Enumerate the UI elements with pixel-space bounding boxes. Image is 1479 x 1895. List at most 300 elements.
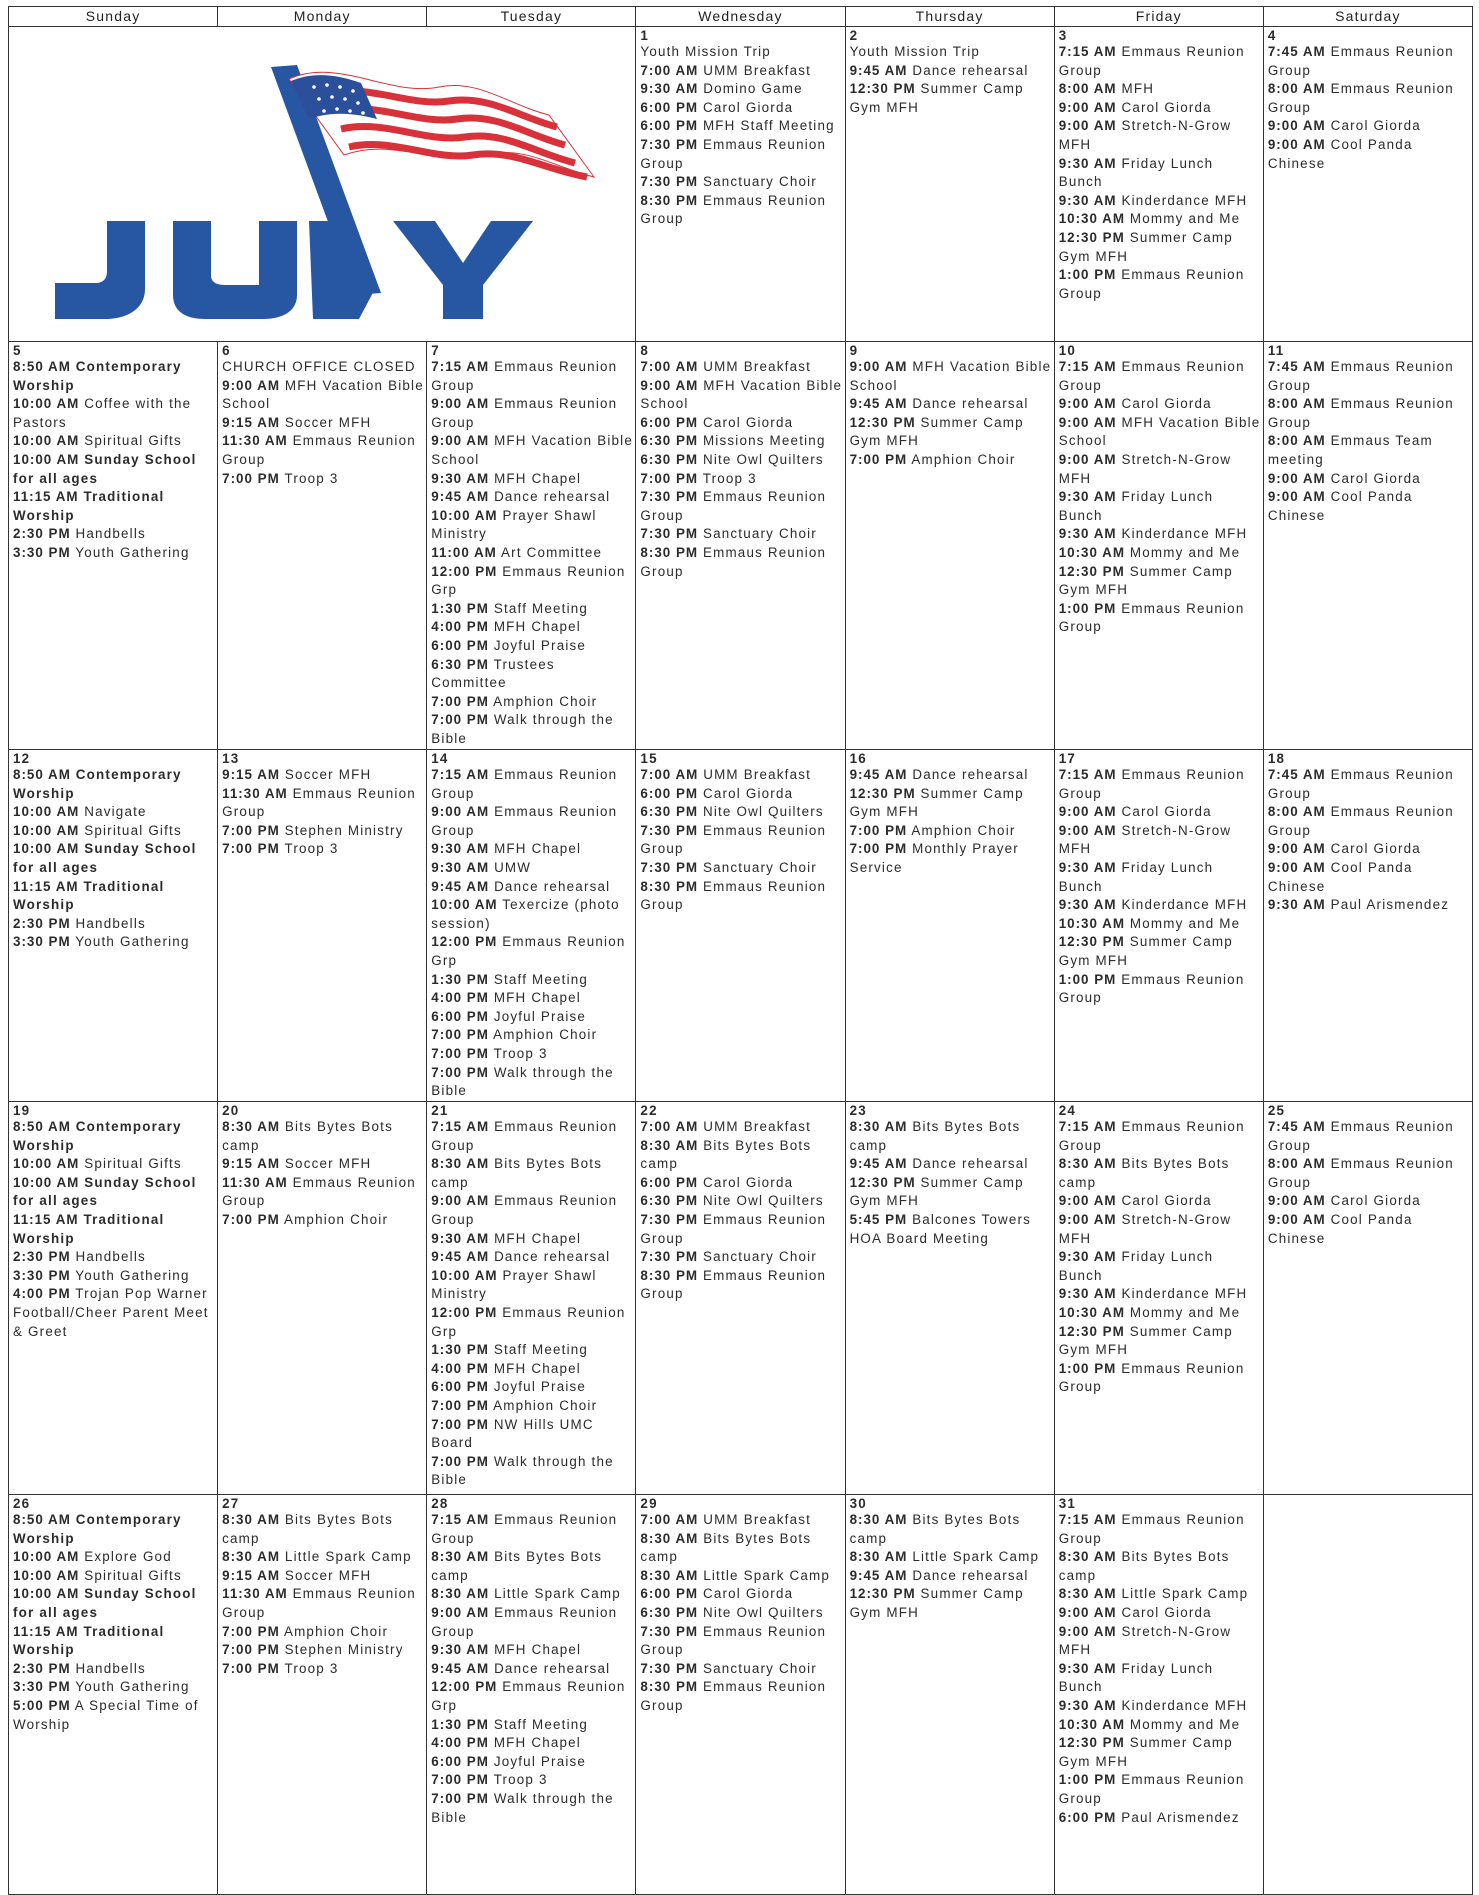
event-time: 9:00 AM [1058, 396, 1117, 412]
event-time: 7:00 PM [431, 1416, 489, 1432]
event-time: 8:30 AM [431, 1549, 490, 1565]
day-number: 25 [1267, 1103, 1286, 1118]
day-cell-30 [846, 1495, 1055, 1895]
event-title: Traditional Worship [13, 878, 165, 913]
event-title: Emmaus Reunion Group [1058, 1772, 1245, 1806]
calendar-event [1059, 358, 1261, 395]
day-number: 22 [640, 1103, 658, 1118]
event-title: Bits Bytes Bots camp [640, 1530, 812, 1565]
calendar-event [431, 507, 633, 544]
calendar-event [640, 1211, 842, 1248]
event-title: Stretch-N-Grow MFH [1058, 1623, 1232, 1658]
event-title: Spiritual Gifts [84, 1156, 182, 1172]
event-title: Staff Meeting [493, 971, 589, 987]
event-title: Texercize (photo session) [431, 897, 620, 931]
event-title: MFH Vacation Bible School [222, 377, 424, 412]
event-title: Dance rehearsal [912, 767, 1029, 782]
event-time: 6:00 PM [640, 1586, 699, 1602]
calendar-event [640, 1137, 842, 1174]
calendar-event [222, 822, 424, 841]
event-title: Contemporary Worship [13, 767, 182, 801]
event-title: Soccer MFH [284, 1567, 372, 1583]
event-time: 8:30 PM [640, 544, 699, 560]
event-time: 8:00 AM [1058, 81, 1117, 97]
calendar-event [850, 1211, 1052, 1248]
calendar-event [222, 1211, 424, 1230]
event-time: 6:00 PM [431, 1379, 489, 1395]
calendar-event [1059, 192, 1261, 211]
event-time: 5:45 PM [849, 1211, 908, 1227]
event-time: 9:00 AM [1267, 859, 1326, 875]
day-cell-29 [636, 1495, 845, 1895]
event-title: Troop 3 [702, 470, 757, 486]
day-number: 7 [431, 343, 440, 358]
event-title: Summer Camp Gym MFH [1058, 1735, 1233, 1769]
event-time: 6:00 PM [640, 99, 699, 115]
calendar-event [222, 414, 424, 433]
event-time: 8:50 AM [13, 1119, 71, 1134]
calendar-event [13, 525, 215, 544]
calendar-event [13, 840, 215, 877]
calendar-event [13, 488, 215, 525]
event-time: 10:00 AM [431, 507, 498, 523]
calendar-event [13, 933, 215, 952]
event-title: Emmaus Reunion Group [1058, 767, 1245, 801]
event-time: 4:00 PM [431, 1735, 489, 1751]
calendar-event [1059, 414, 1261, 451]
event-time: 6:00 PM [1058, 1809, 1117, 1825]
event-time: 10:00 AM [13, 804, 80, 820]
calendar-event [1059, 1285, 1261, 1304]
calendar-event [1059, 544, 1261, 563]
event-title: Traditional Worship [13, 489, 165, 523]
event-time: 7:30 PM [640, 822, 699, 838]
event-time: 9:45 AM [849, 396, 908, 412]
event-title: Carol Giorda [1330, 118, 1421, 134]
event-title: Spiritual Gifts [84, 433, 182, 449]
calendar-event [13, 822, 215, 841]
event-title: Carol Giorda [1121, 804, 1212, 820]
event-time: 8:30 AM [1058, 1156, 1117, 1172]
calendar-event [13, 395, 215, 432]
event-time: 8:30 AM [222, 1119, 280, 1134]
calendar-event [850, 766, 1052, 785]
event-title: MFH Chapel [494, 470, 582, 486]
day-number: 18 [1267, 751, 1286, 766]
event-title: Cool Panda Chinese [1267, 1211, 1413, 1246]
calendar-event [850, 451, 1052, 470]
event-title: Emmaus Reunion Grp [431, 934, 626, 968]
calendar-event [1268, 1192, 1470, 1211]
event-title: Dance rehearsal [912, 396, 1029, 412]
event-time: 6:00 PM [640, 785, 699, 801]
event-time: 10:30 AM [1058, 1304, 1125, 1320]
event-time: 10:00 AM [431, 897, 498, 913]
event-title: Staff Meeting [493, 1342, 589, 1358]
event-title: Monthly Prayer Service [849, 841, 1019, 875]
event-time: 8:30 AM [431, 1156, 490, 1172]
calendar-event [431, 1118, 633, 1155]
calendar-event [431, 896, 633, 933]
event-time: 12:30 PM [849, 1174, 916, 1190]
calendar-event [13, 1285, 215, 1341]
day-cell-18 [1264, 750, 1473, 1102]
calendar-event [222, 1585, 424, 1622]
event-title: MFH Vacation Bible School [849, 359, 1052, 393]
day-number: 21 [431, 1103, 449, 1118]
day-cell-10 [1055, 342, 1264, 750]
event-time: 9:00 AM [1058, 1604, 1117, 1620]
event-time: 1:00 PM [1058, 971, 1117, 987]
event-title: Emmaus Reunion Group [640, 1623, 827, 1658]
calendar-event [640, 192, 842, 229]
calendar-event [850, 1174, 1052, 1211]
event-time: 9:45 AM [849, 767, 908, 782]
event-title: Friday Lunch Bunch [1058, 859, 1214, 894]
event-title: Emmaus Reunion Group [431, 1119, 618, 1153]
event-title: Emmaus Reunion Group [431, 359, 618, 393]
calendar-event [431, 1064, 633, 1101]
event-time: 9:30 AM [1058, 1697, 1117, 1713]
calendar-event [13, 1248, 215, 1267]
event-title: Emmaus Reunion Group [640, 1267, 827, 1302]
event-time: 12:30 PM [849, 1586, 916, 1602]
calendar-event [431, 1155, 633, 1192]
event-title: A Special Time of Worship [13, 1697, 199, 1732]
event-time: 12:30 PM [849, 81, 916, 97]
event-time: 10:00 AM [13, 433, 80, 449]
event-time: 8:00 AM [1267, 433, 1326, 449]
calendar-event [640, 488, 842, 525]
event-title: Carol Giorda [702, 1586, 794, 1602]
event-title: Navigate [84, 804, 147, 820]
event-time: 9:00 AM [1267, 489, 1326, 505]
event-time: 9:00 AM [431, 396, 490, 412]
event-time: 9:45 AM [431, 489, 490, 505]
calendar-event [13, 432, 215, 451]
event-title: Amphion Choir [283, 1623, 389, 1639]
event-title: Soccer MFH [284, 414, 372, 430]
weekday-header-wednesday: Wednesday [636, 7, 845, 27]
event-time: 11:30 AM [222, 1174, 288, 1190]
event-title: Troop 3 [284, 1660, 339, 1676]
event-time: 7:00 PM [222, 822, 280, 838]
calendar-event [640, 43, 842, 62]
calendar-event [431, 618, 633, 637]
event-time: 7:30 PM [640, 489, 699, 505]
event-title: Carol Giorda [1121, 1604, 1212, 1620]
event-title: Little Spark Camp [284, 1549, 412, 1565]
event-time: 1:30 PM [431, 1342, 489, 1358]
event-time: 10:00 AM [13, 1156, 80, 1172]
calendar-event [1059, 210, 1261, 229]
calendar-event [640, 117, 842, 136]
calendar-event [431, 840, 633, 859]
calendar-event [1059, 451, 1261, 488]
calendar-event [13, 1623, 215, 1660]
event-title: MFH Chapel [493, 990, 581, 1006]
event-title: Walk through the Bible [431, 712, 614, 746]
event-title: Dance rehearsal [494, 878, 611, 894]
event-time: 1:00 PM [1058, 1360, 1117, 1376]
event-title: MFH Staff Meeting [702, 118, 835, 134]
calendar-event [13, 1511, 215, 1548]
calendar-event [1059, 1623, 1261, 1660]
calendar-event [640, 803, 842, 822]
day-cell-24 [1055, 1102, 1264, 1495]
event-title: Youth Gathering [75, 1267, 190, 1283]
calendar-event [850, 1585, 1052, 1622]
event-title: Domino Game [703, 81, 803, 97]
day-cell-1 [636, 27, 845, 342]
calendar-event [13, 766, 215, 803]
event-title: UMM Breakfast [703, 62, 812, 78]
event-time: 9:00 AM [431, 1604, 490, 1620]
calendar-event [431, 1678, 633, 1715]
event-title: Carol Giorda [702, 99, 794, 115]
event-time: 11:15 AM [13, 1211, 79, 1227]
july-flag-logo-icon [9, 27, 636, 342]
calendar-event [431, 1045, 633, 1064]
event-title: MFH Vacation Bible School [431, 433, 633, 467]
calendar-event [850, 1567, 1052, 1586]
event-title: Emmaus Reunion Group [1058, 44, 1245, 78]
event-time: 7:00 AM [640, 359, 699, 374]
event-time: 9:30 AM [1058, 1249, 1117, 1265]
day-cell-8 [636, 342, 845, 750]
calendar-event [1268, 803, 1470, 840]
calendar-event [431, 1716, 633, 1735]
event-title: Sunday School for all ages [13, 1174, 197, 1209]
day-number: 28 [431, 1496, 449, 1511]
event-time: 9:15 AM [222, 1156, 280, 1172]
event-time: 8:30 PM [640, 1267, 699, 1283]
calendar-event [1059, 1511, 1261, 1548]
calendar-event [850, 785, 1052, 822]
event-title: Dance rehearsal [494, 1249, 611, 1265]
calendar-event [431, 1753, 633, 1772]
calendar-event [1059, 1192, 1261, 1211]
event-title: Bits Bytes Bots camp [1058, 1549, 1230, 1583]
event-time: 9:00 AM [1267, 118, 1326, 134]
calendar-event [1059, 155, 1261, 192]
event-title: Nite Owl Quilters [702, 804, 824, 820]
event-title: CHURCH OFFICE CLOSED [222, 359, 416, 374]
event-time: 8:00 AM [1267, 1156, 1326, 1172]
event-time: 10:00 AM [13, 1567, 80, 1583]
event-time: 7:00 PM [849, 451, 908, 467]
calendar-event [431, 1660, 633, 1679]
event-time: 9:00 AM [1058, 99, 1117, 115]
event-title: Sanctuary Choir [702, 1249, 817, 1265]
event-title: Carol Giorda [1330, 1193, 1421, 1209]
event-title: Kinderdance MFH [1121, 1286, 1248, 1302]
event-title: Carol Giorda [702, 785, 794, 801]
event-title: Emmaus Reunion Grp [431, 1679, 626, 1713]
event-title: Amphion Choir [911, 451, 1016, 467]
event-title: Friday Lunch Bunch [1058, 155, 1214, 190]
weekday-header-friday: Friday [1055, 7, 1264, 27]
calendar-event [1059, 1734, 1261, 1771]
event-title: Summer Camp Gym MFH [849, 81, 1024, 115]
calendar-event [640, 451, 842, 470]
event-title: Summer Camp Gym MFH [849, 785, 1024, 820]
event-title: Emmaus Reunion Group [1267, 767, 1454, 801]
calendar-event [13, 1155, 215, 1174]
event-title: Summer Camp Gym MFH [849, 414, 1024, 449]
day-number: 9 [849, 343, 859, 358]
day-cell-11 [1264, 342, 1473, 750]
calendar-event [640, 62, 842, 81]
july-logo [9, 27, 636, 342]
calendar-event [1059, 896, 1261, 915]
calendar-event [640, 136, 842, 173]
event-time: 9:00 AM [1058, 822, 1117, 838]
event-time: 1:00 PM [1058, 600, 1117, 616]
event-time: 7:30 PM [640, 1623, 699, 1639]
calendar-event [431, 1771, 633, 1790]
calendar-event [640, 99, 842, 118]
event-title: Handbells [75, 526, 146, 542]
day-cell-31 [1055, 1495, 1264, 1895]
calendar-event [640, 525, 842, 544]
day-cell-14 [427, 750, 636, 1102]
event-title: Traditional Worship [13, 1623, 165, 1658]
day-number: 29 [640, 1496, 658, 1511]
event-time: 10:00 AM [13, 396, 80, 412]
calendar-event [431, 1341, 633, 1360]
day-number: 16 [849, 751, 867, 766]
event-title: Sanctuary Choir [702, 859, 817, 875]
event-title: Youth Mission Trip [640, 44, 771, 59]
calendar-event [1059, 1211, 1261, 1248]
event-time: 7:00 PM [431, 1027, 489, 1043]
calendar-event [222, 358, 424, 377]
day-number: 27 [222, 1496, 240, 1511]
event-title: UMM Breakfast [703, 767, 812, 782]
calendar-event [640, 878, 842, 915]
event-time: 9:30 AM [1058, 1660, 1117, 1676]
calendar-event [1059, 1304, 1261, 1323]
event-title: Sunday School for all ages [13, 841, 197, 875]
event-time: 10:00 AM [13, 1174, 80, 1190]
event-time: 8:30 AM [849, 1549, 908, 1565]
event-time: 8:30 AM [222, 1549, 280, 1565]
event-time: 9:30 AM [431, 470, 490, 486]
event-time: 9:15 AM [222, 1567, 280, 1583]
event-time: 7:00 PM [431, 1790, 489, 1806]
event-time: 7:00 PM [222, 1660, 280, 1676]
event-time: 7:15 AM [431, 1512, 490, 1527]
calendar-event [640, 470, 842, 489]
event-time: 5:00 PM [13, 1697, 71, 1713]
calendar-event [850, 822, 1052, 841]
calendar-event [222, 1641, 424, 1660]
event-time: 9:00 AM [640, 377, 699, 393]
calendar-event [222, 1118, 424, 1155]
day-number: 23 [849, 1103, 867, 1118]
event-time: 10:00 AM [431, 1267, 498, 1283]
calendar-event [1059, 600, 1261, 637]
event-time: 9:15 AM [222, 414, 280, 430]
calendar-event [431, 1230, 633, 1249]
day-cell-26 [9, 1495, 218, 1895]
calendar-event [850, 1548, 1052, 1567]
calendar-event [1059, 1548, 1261, 1585]
event-title: Amphion Choir [911, 822, 1016, 838]
day-cell-15 [636, 750, 845, 1102]
calendar-event [431, 1585, 633, 1604]
event-title: Staff Meeting [493, 600, 589, 616]
event-title: Mommy and Me [1129, 1304, 1241, 1320]
event-time: 6:00 PM [640, 118, 699, 134]
event-time: 9:30 AM [1058, 155, 1117, 171]
calendar-event [222, 432, 424, 469]
calendar-event [13, 878, 215, 915]
event-time: 12:30 PM [849, 785, 916, 801]
event-time: 9:00 AM [1267, 470, 1326, 486]
calendar-event [431, 1453, 633, 1490]
calendar-event [222, 1511, 424, 1548]
day-number: 26 [13, 1496, 31, 1511]
event-title: Emmaus Reunion Group [1058, 1512, 1245, 1546]
event-time: 9:30 AM [1058, 1286, 1117, 1302]
event-title: MFH Chapel [493, 1735, 581, 1751]
calendar-event [13, 544, 215, 563]
event-title: Emmaus Reunion Group [1058, 1119, 1245, 1153]
event-time: 12:30 PM [1058, 934, 1125, 950]
event-time: 7:45 AM [1267, 44, 1326, 59]
event-time: 1:30 PM [431, 600, 489, 616]
event-title: Bits Bytes Bots camp [1058, 1156, 1230, 1190]
calendar-event [13, 1660, 215, 1679]
event-title: Joyful Praise [493, 1008, 587, 1024]
calendar-event [431, 878, 633, 897]
event-title: Emmaus Reunion Group [431, 767, 618, 801]
event-title: UMW [494, 859, 532, 875]
calendar-event [1268, 766, 1470, 803]
day-cell-6 [218, 342, 427, 750]
event-time: 7:00 PM [431, 1045, 489, 1061]
event-time: 9:30 AM [1058, 897, 1117, 913]
event-time: 9:45 AM [431, 1660, 490, 1676]
event-time: 11:00 AM [431, 544, 497, 560]
calendar-event [640, 1530, 842, 1567]
calendar-event [431, 971, 633, 990]
event-title: Emmaus Reunion Group [640, 192, 827, 227]
event-time: 6:30 PM [640, 1604, 699, 1620]
event-title: Emmaus Reunion Group [1058, 267, 1245, 301]
event-title: Cool Panda Chinese [1267, 859, 1413, 894]
day-cell-5 [9, 342, 218, 750]
event-title: Stretch-N-Grow MFH [1058, 1211, 1232, 1246]
event-title: Little Spark Camp [1121, 1586, 1249, 1602]
event-time: 6:30 PM [640, 451, 699, 467]
event-time: 10:30 AM [1058, 211, 1125, 227]
event-title: Walk through the Bible [431, 1064, 614, 1099]
event-time: 4:00 PM [431, 619, 489, 635]
event-time: 10:00 AM [13, 822, 80, 838]
event-title: Explore God [84, 1549, 172, 1565]
event-time: 9:00 AM [222, 377, 280, 393]
event-time: 8:00 AM [1267, 804, 1326, 820]
calendar-event [431, 432, 633, 469]
calendar-event [1268, 117, 1470, 136]
calendar-event [850, 62, 1052, 81]
event-title: Emmaus Reunion Group [1267, 1156, 1454, 1190]
weekday-header-tuesday: Tuesday [427, 7, 636, 27]
event-title: Emmaus Team meeting [1267, 433, 1433, 467]
